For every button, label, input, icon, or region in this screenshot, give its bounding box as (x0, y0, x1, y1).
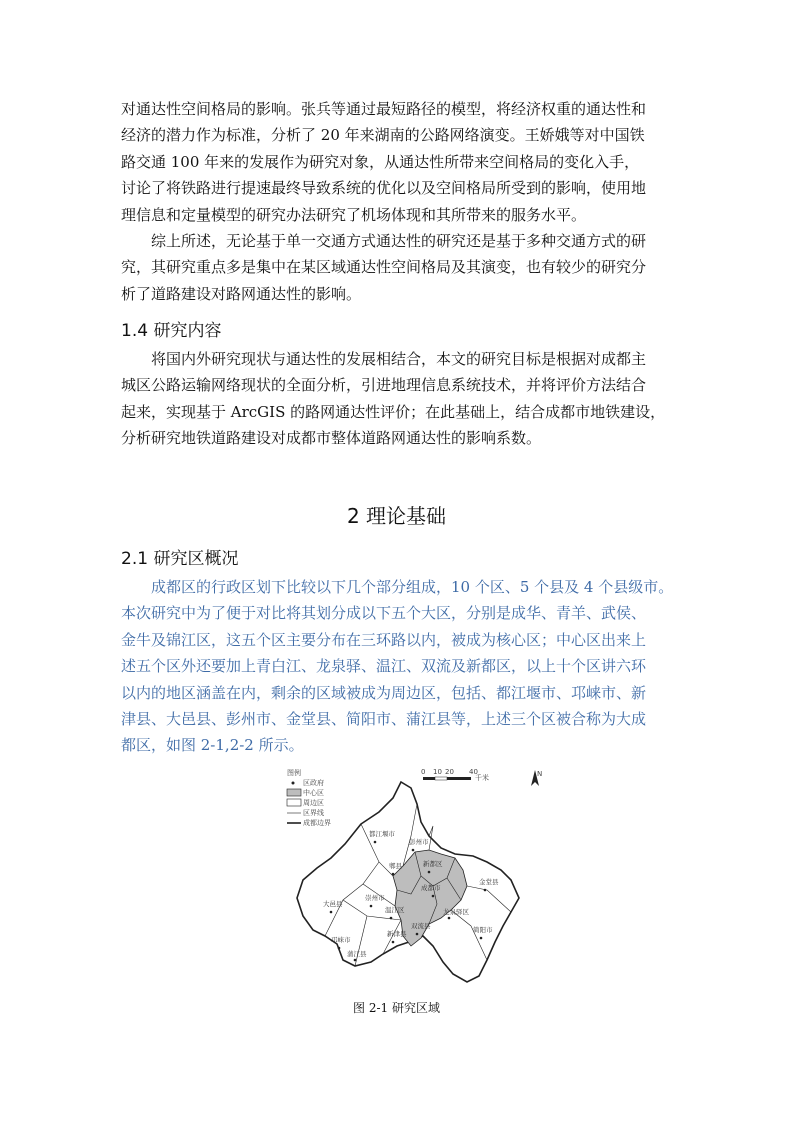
text-line: 路交通 100 年来的发展作为研究对象，从通达性所带来空间格局的变化入手， (121, 152, 640, 171)
svg-text:崇州市: 崇州市 (365, 894, 385, 902)
text-line: 都区，如图 2-1,2-2 所示。 (121, 736, 304, 755)
svg-text:新都区: 新都区 (423, 860, 443, 868)
text-line: 讨论了将铁路进行提速最终导致系统的优化以及空间格局所受到的影响，使用地 (121, 179, 647, 198)
text-line: 理信息和定量模型的研究办法研究了机场体现和其所带来的服务水平。 (121, 205, 587, 224)
svg-text:千米: 千米 (475, 774, 489, 782)
legend-swatch-core (287, 789, 301, 796)
text-line: 述五个区外还要加上青白江、龙泉驿、温江、双流及新都区，以上十个区讲六环 (121, 657, 647, 676)
paragraph-study-area (121, 574, 677, 759)
svg-text:金堂县: 金堂县 (479, 878, 499, 886)
svg-text:彭州市: 彭州市 (409, 838, 429, 846)
section-heading-1-4: 1.4 研究内容 (121, 321, 222, 341)
text-line: 究，其研究重点多是集中在某区域通达性空间格局及其演变，也有较少的研究分 (121, 258, 647, 277)
paragraph-literature-review (121, 96, 677, 228)
svg-text:10: 10 (433, 768, 442, 776)
text-line: 金牛及锦江区，这五个区主要分布在三环路以内，被成为核心区；中心区出来上 (121, 630, 647, 649)
chapter-heading-2: 2 理论基础 (346, 504, 447, 528)
text-line: 津县、大邑县、彭州市、金堂县、简阳市、蒲江县等，上述三个区被合称为大成 (121, 710, 647, 729)
svg-text:N: N (537, 770, 543, 778)
text-line: 城区公路运输网络现状的全面分析，引进地理信息系统技术，并将评价方法结合 (121, 376, 647, 395)
legend-item-label: 成都边界 (303, 819, 331, 827)
figure-caption: 图 2-1 研究区域 (353, 1001, 440, 1015)
svg-text:龙泉驿区: 龙泉驿区 (443, 908, 469, 916)
svg-text:都江堰市: 都江堰市 (369, 830, 395, 838)
svg-text:大邑县: 大邑县 (323, 900, 343, 908)
svg-text:郫县: 郫县 (389, 862, 402, 870)
svg-text:0: 0 (421, 768, 426, 776)
north-arrow-icon (531, 770, 542, 786)
paragraph-summary (121, 228, 677, 307)
svg-text:邛崃市: 邛崃市 (331, 936, 351, 944)
text-line: 将国内外研究现状与通达性的发展相结合，本文的研究目标是根据对成都主 (151, 350, 647, 368)
legend-title: 图例 (287, 769, 301, 777)
svg-text:新津县: 新津县 (387, 930, 407, 938)
legend-item-label: 中心区 (303, 789, 324, 797)
svg-text:成都市: 成都市 (421, 884, 441, 892)
svg-text:双流县: 双流县 (411, 922, 431, 930)
study-area-map-figure (283, 766, 545, 988)
text-line: 析了道路建设对路网通达性的影响。 (121, 284, 362, 303)
paragraph-research-content (121, 346, 677, 452)
legend-item-label: 区界线 (303, 809, 324, 817)
text-line: 本次研究中为了便于对比将其划分成以下五个大区，分别是成华、青羊、武侯、 (121, 604, 647, 623)
text-line: 经济的潜力作为标准，分析了 20 年来湖南的公路网络演变。王娇娥等对中国铁 (121, 126, 645, 145)
text-line: 综上所述，无论基于单一交通方式通达性的研究还是基于多种交通方式的研 (151, 232, 647, 250)
svg-text:蒲江县: 蒲江县 (347, 950, 367, 958)
text-line: 起来，实现基于 ArcGIS 的路网通达性评价；在此基础上，结合成都市地铁建设， (121, 402, 666, 421)
text-line: 分析研究地铁道路建设对成都市整体道路网通达性的影响系数。 (121, 429, 542, 448)
text-line: 成都区的行政区划下比较以下几个部分组成，10 个区、5 个县及 4 个县级市。 (151, 578, 674, 596)
svg-text:温江区: 温江区 (385, 906, 405, 914)
section-heading-2-1: 2.1 研究区概况 (121, 549, 239, 569)
text-line: 以内的地区涵盖在内，剩余的区域被成为周边区，包括、都江堰市、邛崃市、新 (121, 683, 647, 702)
svg-text:简阳市: 简阳市 (473, 926, 493, 934)
svg-text:20: 20 (445, 768, 454, 776)
legend-item-label: 周边区 (303, 799, 324, 807)
legend-symbol-government (292, 782, 295, 785)
text-line: 对通达性空间格局的影响。张兵等通过最短路径的模型，将经济权重的通达性和 (121, 100, 647, 118)
legend-swatch-outer (287, 799, 301, 806)
legend-item-label: 区政府 (303, 779, 324, 787)
scale-bar (421, 768, 489, 782)
svg-text:40: 40 (469, 768, 478, 776)
